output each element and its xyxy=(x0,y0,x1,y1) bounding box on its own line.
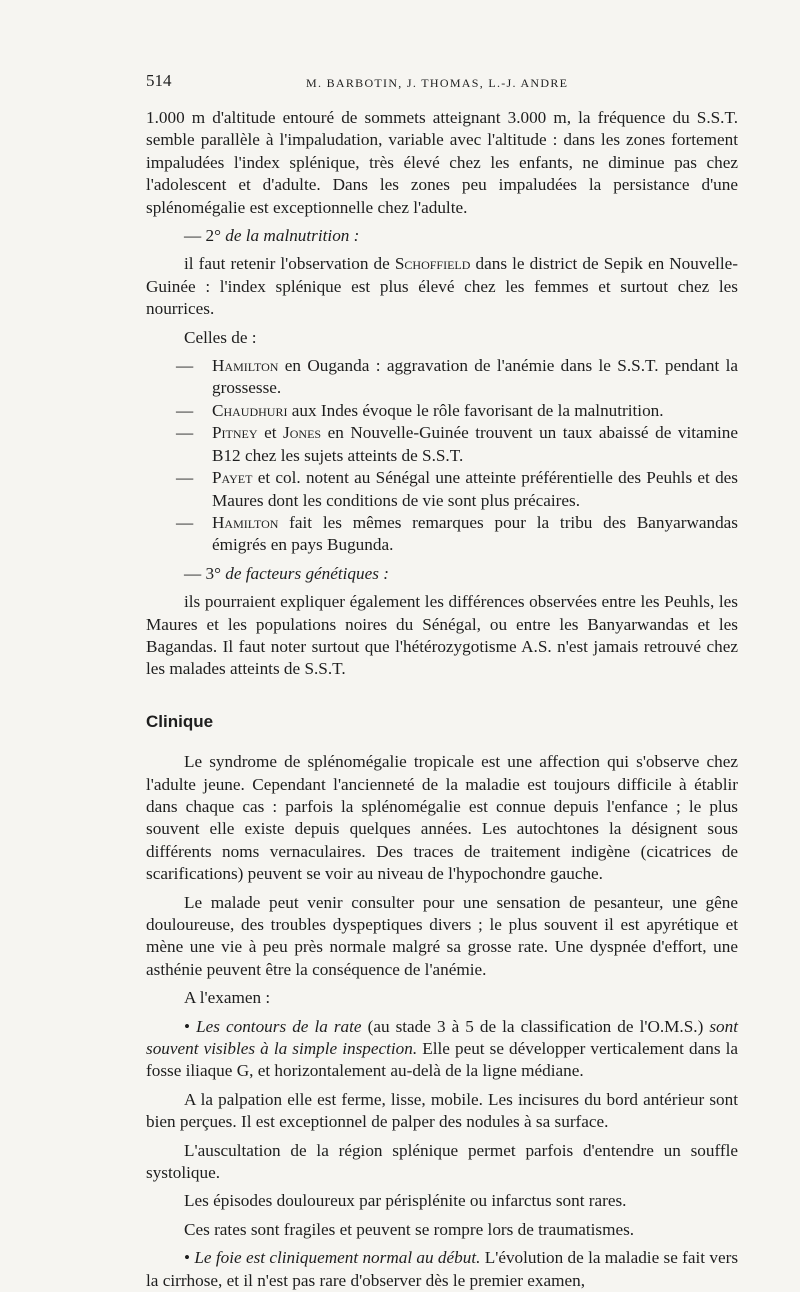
foie-rest-text: L'évolution de la maladie se fait vers la cirrhose, et il n'est pas rare d'observer dès le premier examen, xyxy=(146,1248,739,1290)
list-item-text: et col. notent au Sénégal une atteinte préférentielle des Peuhls et des Maures dont les conditions de vie sont plus précaires. xyxy=(212,468,738,510)
genetics-paragraph: ils pourraient expliquer également les différences observées entre les Peuhls, les Maures et les populations noires du Sénégal, ou entre les Banyarwandas et les Bagandas. Il faut noter surtout que l'hétérozygotisme A.S. n'est jamais retrouvé chez les malades atteints de S.S.T. xyxy=(146,592,738,679)
list-item-text: aux Indes évoque le rôle favorisant de la malnutrition. xyxy=(287,400,664,420)
dash-mark: — xyxy=(176,400,194,420)
list-item-mid: et xyxy=(257,423,284,443)
author-name: Chaudhuri xyxy=(212,400,288,420)
clinique-paragraph-2: Le malade peut venir consulter pour une sensation de pesanteur, une gêne douloureuse, des troubles dyspeptiques divers ; le plus souvent il est apyrétique et mène une vie à peu près normale malgré sa grosse rate. Une dyspnée d'effort, une asthénie peuvent être la conséquence de l'anémie. xyxy=(146,892,738,979)
running-head: M. BARBOTIN, J. THOMAS, L.-J. ANDRE xyxy=(306,76,569,90)
malnutrition-dash: — 2° xyxy=(184,226,221,246)
dash-mark: — xyxy=(176,512,194,532)
clinique-auscultation: L'auscultation de la région splénique permet parfois d'entendre un souffle systolique. xyxy=(146,1140,738,1183)
page-number: 514 xyxy=(146,71,172,90)
clinique-examen: A l'examen : xyxy=(184,988,271,1008)
clinique-palpation: A la palpation elle est ferme, lisse, mobile. Les incisures du bord antérieur sont bien perçues. Il est exceptionnel de palper des nodules à sa surface. xyxy=(146,1089,738,1132)
dash-mark: — xyxy=(176,423,194,443)
malnutrition-text-b: dans le district de Sepik en Nouvelle-Guinée : l'index splénique est plus élevé chez les femmes et surtout chez les nourrices. xyxy=(146,254,738,319)
malnutrition-heading xyxy=(146,225,738,247)
rate-rest-text: Elle peut se développer verticalement dans la fosse iliaque G, et horizontalement au-delà de la ligne médiane. xyxy=(146,1039,739,1081)
author-name: Hamilton xyxy=(212,512,279,532)
malnutrition-paragraph xyxy=(146,253,738,320)
author-name: Payet xyxy=(212,468,253,488)
clinique-fragiles: Ces rates sont fragiles et peuvent se rompre lors de traumatismes. xyxy=(184,1219,635,1239)
author-name: Pitney xyxy=(212,423,258,443)
bullet-mark: • xyxy=(184,1016,191,1036)
list-item-text: en Ouganda : aggravation de l'anémie dans le S.S.T. pendant la grossesse. xyxy=(212,356,738,398)
author-schoffield: Schoffield xyxy=(394,254,471,274)
list-item xyxy=(146,512,738,557)
bullet-mark: • xyxy=(184,1248,191,1268)
list-item xyxy=(146,467,738,512)
page-body xyxy=(146,70,738,1292)
celles-de: Celles de : xyxy=(184,327,257,347)
list-item-text: fait les mêmes remarques pour la tribu des Banyarwandas émigrés en pays Bugunda. xyxy=(212,512,738,555)
genetics-heading xyxy=(146,563,738,585)
rate-contours-text: Les contours de la rate xyxy=(196,1016,362,1036)
list-item-text: en Nouvelle-Guinée trouvent un taux abaissé de vitamine B12 chez les sujets atteints de S.S.T. xyxy=(212,423,738,465)
page-header xyxy=(146,70,738,94)
genetics-dash: — 3° xyxy=(184,563,221,583)
intro-paragraph: 1.000 m d'altitude entouré de sommets atteignant 3.000 m, la fréquence du S.S.T. semble parallèle à l'impaludation, variable avec l'altitude : dans les zones fortement impaludées l'index splénique, très élevé chez les enfants, ne diminue pas chez l'adolescent et d'adulte. Dans les zones peu impaludées la persistance d'une splénomégalie est exceptionnelle chez l'adulte. xyxy=(146,108,738,217)
malnutrition-text-a: il faut retenir l'observation de xyxy=(184,254,395,274)
malnutrition-list xyxy=(146,355,738,557)
list-item xyxy=(146,355,738,400)
list-item xyxy=(146,422,738,467)
section-title-clinique: Clinique xyxy=(146,711,214,731)
list-item xyxy=(146,400,738,422)
clinique-episodes: Les épisodes douloureux par périsplénite ou infarctus sont rares. xyxy=(184,1191,627,1211)
dash-mark: — xyxy=(176,468,194,488)
clinique-rate-paragraph xyxy=(146,1016,738,1083)
dash-mark: — xyxy=(176,356,194,376)
rate-stage-text: (au stade 3 à 5 de la classification de l'O.M.S.) xyxy=(361,1016,710,1036)
malnutrition-heading-text: de la malnutrition : xyxy=(225,226,360,246)
author-name-2: Jones xyxy=(283,423,322,443)
clinique-foie-paragraph xyxy=(146,1247,738,1292)
genetics-heading-text: de facteurs génétiques : xyxy=(225,563,389,583)
rate-visible-text: sont souvent visibles à la simple inspection. xyxy=(146,1016,739,1059)
author-name: Hamilton xyxy=(212,356,279,376)
foie-text: Le foie est cliniquement normal au début. xyxy=(194,1248,481,1268)
clinique-paragraph-1: Le syndrome de splénomégalie tropicale est une affection qui s'observe chez l'adulte jeune. Cependant l'ancienneté de la maladie est toujours difficile à établir dans chaque cas : parfois la splénomégalie est connue depuis l'enfance ; le plus souvent elle existe depuis quelques années. Les autochtones la désignent sous différents noms vernaculaires. Des traces de traitement indigène (cicatrices de scarifications) peuvent se voir au niveau de l'hypochondre gauche. xyxy=(146,752,738,884)
